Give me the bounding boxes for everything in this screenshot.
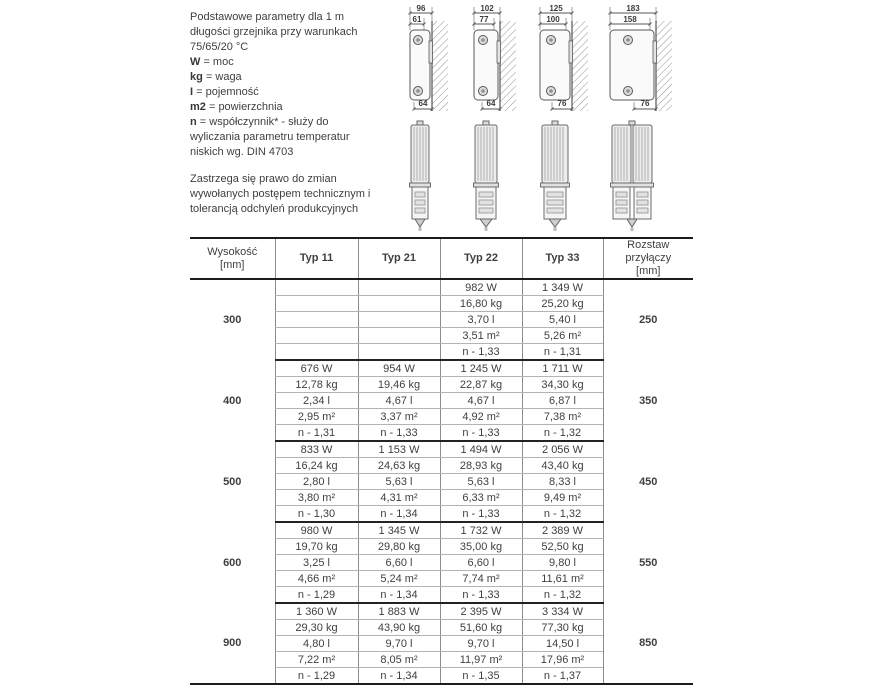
rozstaw-cell: 450 [603, 441, 693, 522]
value-cell: 43,40 kg [522, 458, 603, 474]
value-cell: n - 1,33 [440, 506, 522, 523]
typ33-section-view [590, 121, 674, 233]
value-cell: 4,66 m² [275, 571, 358, 587]
value-cell: 8,33 l [522, 474, 603, 490]
intro-line: Zastrzega się prawo do zmian [190, 173, 337, 185]
dim-total-label: 183 [626, 4, 640, 13]
typ22-section-view [518, 121, 590, 233]
dim-panel-label: 100 [546, 15, 560, 24]
value-cell: 29,30 kg [275, 620, 358, 636]
value-cell: 19,70 kg [275, 539, 358, 555]
definition-line: kg = waga [190, 71, 242, 83]
intro-line: długości grzejnika przy warunkach [190, 26, 358, 38]
value-cell: 51,60 kg [440, 620, 522, 636]
value-cell [358, 279, 440, 296]
typ33-side-view [590, 3, 674, 115]
value-cell: 3,25 l [275, 555, 358, 571]
value-cell: 2,34 l [275, 393, 358, 409]
value-cell: 9,70 l [358, 636, 440, 652]
value-cell: 1 711 W [522, 360, 603, 377]
value-cell: 11,61 m² [522, 571, 603, 587]
col-header-typ21: Typ 21 [358, 238, 440, 279]
value-cell: 7,22 m² [275, 652, 358, 668]
wall-bracket [429, 41, 433, 63]
value-cell: 1 360 W [275, 603, 358, 620]
col-header-unit: [mm] [636, 265, 661, 277]
value-cell: 5,40 l [522, 312, 603, 328]
value-cell: 6,60 l [440, 555, 522, 571]
value-cell: 25,20 kg [522, 296, 603, 312]
value-cell: 1 153 W [358, 441, 440, 458]
value-cell: n - 1,29 [275, 587, 358, 604]
value-cell [275, 296, 358, 312]
table-row [190, 441, 693, 458]
value-cell: 8,05 m² [358, 652, 440, 668]
table-header-row [190, 238, 693, 279]
height-cell: 500 [223, 475, 242, 488]
dim-panel-label: 158 [623, 15, 637, 24]
definition-line: W = moc [190, 56, 234, 68]
value-cell: 12,78 kg [275, 377, 358, 393]
col-header-label: Wysokość [207, 245, 258, 258]
value-cell: n - 1,34 [358, 587, 440, 604]
value-cell: 16,24 kg [275, 458, 358, 474]
value-cell: 4,67 l [358, 393, 440, 409]
value-cell: 2 056 W [522, 441, 603, 458]
value-cell: 16,80 kg [440, 296, 522, 312]
value-cell: 29,80 kg [358, 539, 440, 555]
value-cell: 5,26 m² [522, 328, 603, 344]
value-cell: n - 1,33 [440, 344, 522, 361]
dim-total-label: 125 [549, 4, 563, 13]
height-cell: 300 [223, 314, 242, 326]
value-cell: 2,95 m² [275, 409, 358, 425]
diagram-typ11 [384, 3, 450, 233]
value-cell: n - 1,33 [440, 425, 522, 442]
definition-line: n = współczynnik* - służy do [190, 116, 329, 128]
dim-bottom-label: 64 [418, 99, 428, 108]
typ21-section-view [450, 121, 518, 233]
value-cell: n - 1,34 [358, 506, 440, 523]
col-header-unit: [mm] [220, 258, 245, 271]
value-cell: 17,96 m² [522, 652, 603, 668]
value-cell: 6,87 l [522, 393, 603, 409]
value-cell [358, 344, 440, 361]
wall-hatch [656, 21, 672, 111]
table-row [190, 603, 693, 620]
rozstaw-cell: 850 [603, 603, 693, 684]
value-cell: n - 1,32 [522, 587, 603, 604]
value-cell: n - 1,29 [275, 668, 358, 685]
wall-bracket [497, 41, 501, 63]
value-cell: n - 1,34 [358, 668, 440, 685]
dim-total-label: 96 [416, 4, 426, 13]
value-cell: 24,63 kg [358, 458, 440, 474]
value-cell [275, 279, 358, 296]
value-cell: 3 334 W [522, 603, 603, 620]
dim-bottom-label: 76 [557, 99, 567, 108]
value-cell: 5,24 m² [358, 571, 440, 587]
value-cell: 1 245 W [440, 360, 522, 377]
wall-hatch [432, 21, 448, 111]
rozstaw-cell: 350 [603, 360, 693, 441]
value-cell: 3,70 l [440, 312, 522, 328]
value-cell: 2 389 W [522, 522, 603, 539]
radiator-diagrams [384, 3, 674, 233]
value-cell [358, 328, 440, 344]
value-cell: 3,37 m² [358, 409, 440, 425]
value-cell: 43,90 kg [358, 620, 440, 636]
value-cell: 980 W [275, 522, 358, 539]
value-cell [275, 344, 358, 361]
value-cell: n - 1,32 [522, 506, 603, 523]
intro-line: wyliczania parametru temperatur [190, 131, 350, 143]
typ22-side-view [518, 3, 590, 115]
value-cell: 833 W [275, 441, 358, 458]
value-cell: 77,30 kg [522, 620, 603, 636]
value-cell: 22,87 kg [440, 377, 522, 393]
value-cell: n - 1,31 [522, 344, 603, 361]
value-cell [358, 296, 440, 312]
value-cell: 4,31 m² [358, 490, 440, 506]
diagram-typ33 [590, 3, 674, 233]
intro-line: 75/65/20 °C [190, 41, 249, 53]
parameters-table [190, 237, 693, 685]
col-header-typ33: Typ 33 [522, 238, 603, 279]
value-cell: 9,80 l [522, 555, 603, 571]
value-cell: 9,49 m² [522, 490, 603, 506]
diagram-typ22 [518, 3, 590, 233]
value-cell [275, 312, 358, 328]
value-cell: n - 1,32 [522, 425, 603, 442]
value-cell: 4,67 l [440, 393, 522, 409]
wall-bracket [569, 41, 573, 63]
value-cell: n - 1,37 [522, 668, 603, 685]
value-cell: 982 W [440, 279, 522, 296]
table-row [190, 279, 693, 296]
value-cell: 7,38 m² [522, 409, 603, 425]
intro-line: Podstawowe parametry dla 1 m [190, 11, 345, 23]
intro-line: niskich wg. DIN 4703 [190, 146, 294, 158]
height-cell: 600 [223, 556, 242, 569]
wall-bracket [653, 41, 657, 63]
intro-text-block [190, 10, 380, 217]
typ21-side-view [450, 3, 518, 115]
intro-line: tolerancją odchyleń produkcyjnych [190, 203, 359, 215]
value-cell: 5,63 l [358, 474, 440, 490]
value-cell: 6,60 l [358, 555, 440, 571]
value-cell: n - 1,30 [275, 506, 358, 523]
rozstaw-cell: 250 [603, 279, 693, 360]
value-cell: 6,33 m² [440, 490, 522, 506]
value-cell: n - 1,33 [358, 425, 440, 442]
value-cell: 7,74 m² [440, 571, 522, 587]
col-header-rozstaw [603, 238, 693, 279]
value-cell: 676 W [275, 360, 358, 377]
diagram-typ21 [450, 3, 518, 233]
value-cell: 14,50 l [522, 636, 603, 652]
table-row [190, 360, 693, 377]
value-cell: 28,93 kg [440, 458, 522, 474]
value-cell: 9,70 l [440, 636, 522, 652]
definition-line: m2 = powierzchnia [190, 101, 283, 113]
value-cell: 5,63 l [440, 474, 522, 490]
value-cell: 3,80 m² [275, 490, 358, 506]
height-cell: 900 [190, 603, 275, 684]
dim-bottom-label: 76 [640, 99, 650, 108]
typ11-section-view [384, 121, 450, 233]
value-cell: n - 1,33 [440, 587, 522, 604]
wall-hatch [572, 21, 588, 111]
value-cell: 4,92 m² [440, 409, 522, 425]
definition-line: I = pojemność [190, 86, 259, 98]
value-cell: 3,51 m² [440, 328, 522, 344]
table-row [190, 522, 693, 539]
value-cell: 34,30 kg [522, 377, 603, 393]
dim-panel-label: 77 [479, 15, 489, 24]
typ11-side-view [384, 3, 450, 115]
value-cell: 19,46 kg [358, 377, 440, 393]
value-cell: n - 1,35 [440, 668, 522, 685]
value-cell: 11,97 m² [440, 652, 522, 668]
height-cell: 400 [223, 394, 242, 407]
rozstaw-cell: 550 [603, 522, 693, 603]
value-cell [275, 328, 358, 344]
dim-total-label: 102 [480, 4, 494, 13]
value-cell: 1 349 W [522, 279, 603, 296]
wall-hatch [500, 21, 516, 111]
dim-panel-label: 61 [412, 15, 422, 24]
value-cell [358, 312, 440, 328]
value-cell: 4,80 l [275, 636, 358, 652]
value-cell: 2 395 W [440, 603, 522, 620]
col-header-label: Rozstaw przyłączy [625, 239, 672, 264]
value-cell: 52,50 kg [522, 539, 603, 555]
value-cell: n - 1,31 [275, 425, 358, 442]
dim-bottom-label: 64 [486, 99, 496, 108]
value-cell: 2,80 l [275, 474, 358, 490]
value-cell: 1 494 W [440, 441, 522, 458]
col-header-wysokosc [190, 238, 275, 279]
value-cell: 1 732 W [440, 522, 522, 539]
col-header-typ11: Typ 11 [275, 238, 358, 279]
intro-line: wywołanych postępem technicznym i [190, 188, 371, 200]
col-header-typ22: Typ 22 [440, 238, 522, 279]
value-cell: 35,00 kg [440, 539, 522, 555]
value-cell: 1 345 W [358, 522, 440, 539]
value-cell: 1 883 W [358, 603, 440, 620]
value-cell: 954 W [358, 360, 440, 377]
